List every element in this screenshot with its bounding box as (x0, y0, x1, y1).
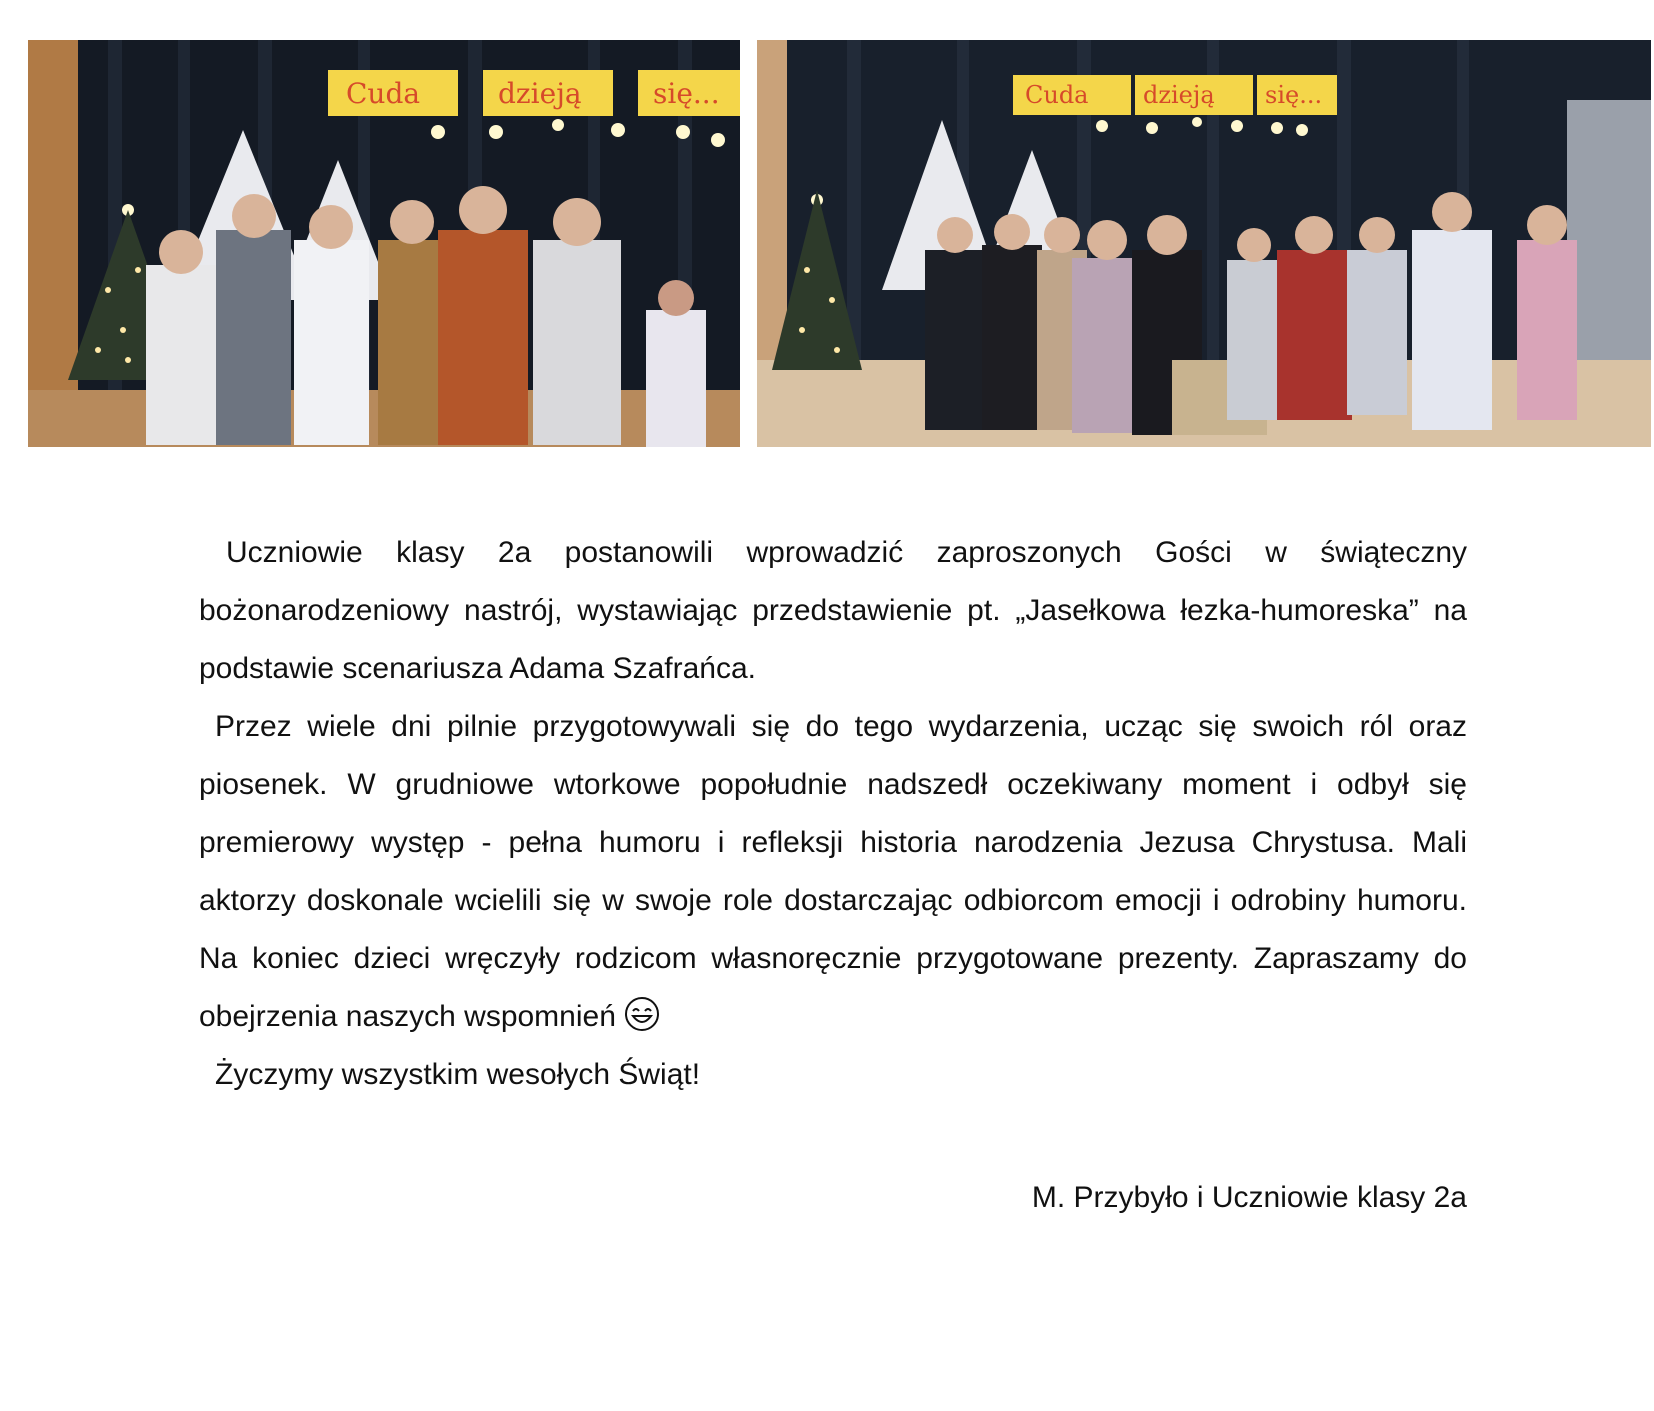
banner-word-1: Cuda (346, 77, 421, 110)
signature: M. Przybyło i Uczniowie klasy 2a (1031, 1181, 1467, 1214)
paragraph-intro: Uczniowie klasy 2a postanowili wprowadzić zaproszonych Gości w świąteczny bożonarodzeniowy nastrój, wystawiając przedstawienie pt. „Jasełkowa łezka-humoreska” na podstawie scenariusza Adama Szafrańca. (199, 536, 1467, 685)
banner-word-2: dzieją (1143, 81, 1215, 109)
photo-girls-on-stage (757, 40, 1651, 447)
smiling-face-icon (624, 996, 660, 1032)
article-body (199, 524, 1467, 1104)
banner-word-2: dzieją (498, 77, 582, 110)
banner-word-1: Cuda (1025, 81, 1089, 109)
paragraph-wishes: Życzymy wszystkim wesołych Świąt! (215, 1058, 701, 1091)
photo-boys-on-stage (28, 40, 740, 447)
banner-word-3: się... (1265, 81, 1323, 109)
paragraph-main (199, 698, 1467, 1046)
banner-word-3: się... (653, 77, 720, 110)
paragraph-main-text: Przez wiele dni pilnie przygotowywali się do tego wydarzenia, ucząc się swoich ról oraz piosenek. W grudniowe wtorkowe popołudnie nadszedł oczekiwany moment i odbył się premierowy występ - pełna humoru i refleksji historia narodzenia Jezusa Chrystusa. Mali aktorzy doskonale wcielili się w swoje role dostarczając odbiorcom emocji i odrobiny humoru. Na koniec dzieci wręczyły rodzicom własnoręcznie przygotowane prezenty. Zapraszamy do obejrzenia naszych wspomnień (199, 710, 1467, 1033)
